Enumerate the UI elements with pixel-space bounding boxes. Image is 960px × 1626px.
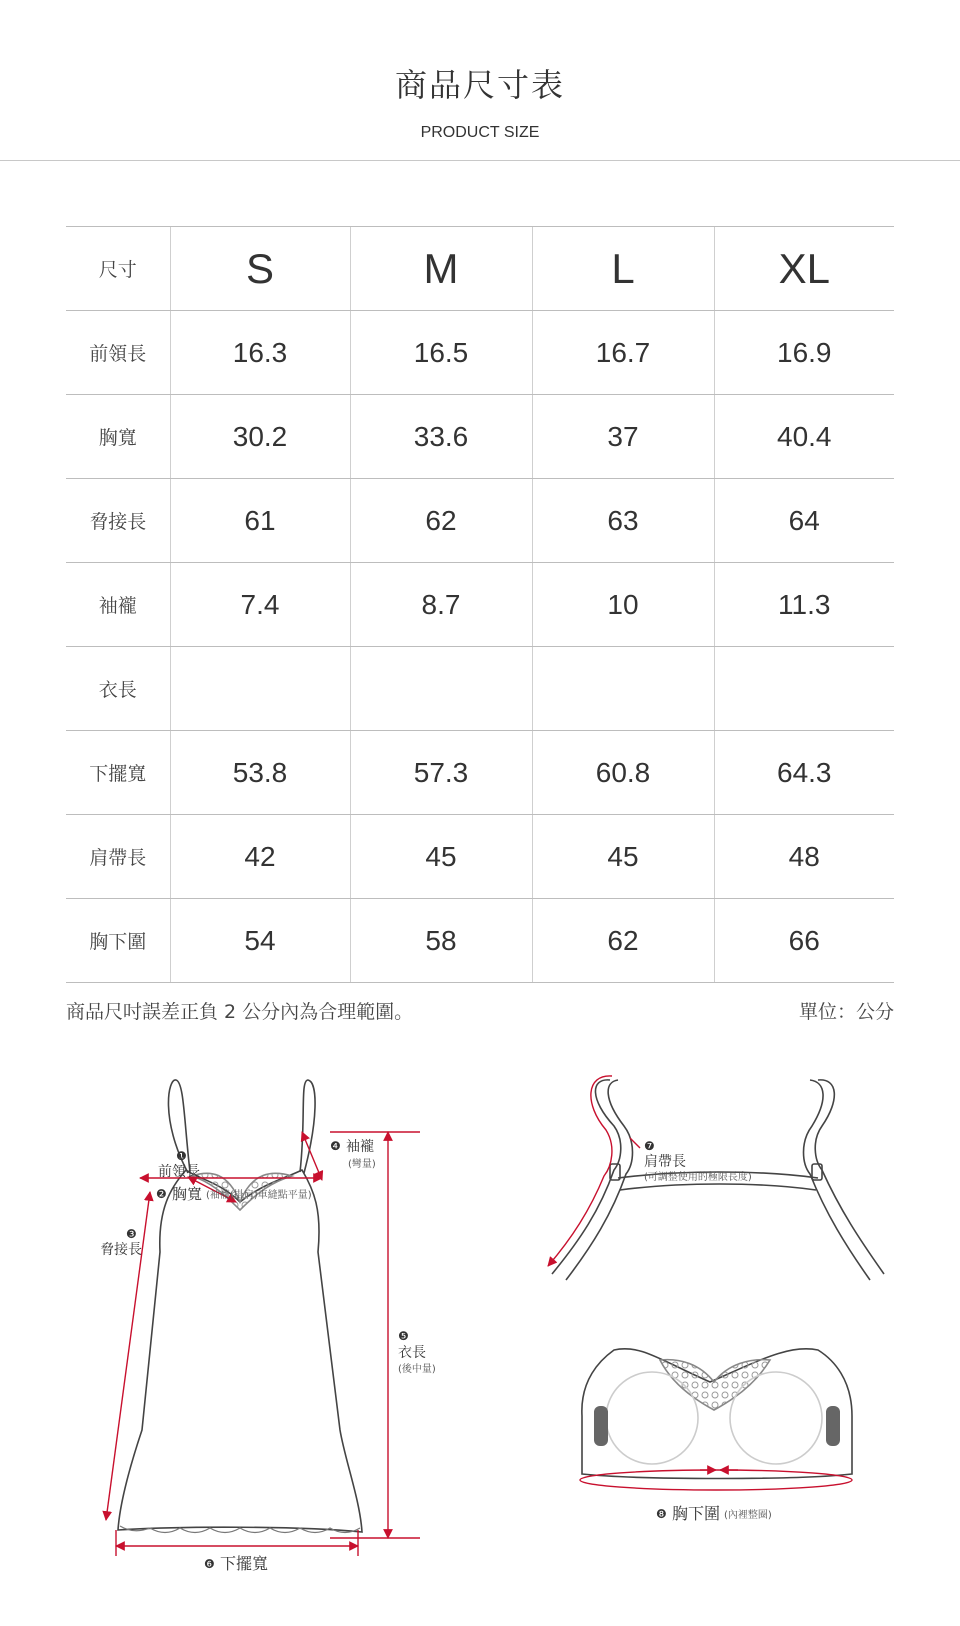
table-cell: 54 [170,899,350,983]
m1-label: 前領長 [158,1164,200,1180]
unit-note: 單位：公分 [798,1001,894,1023]
table-cell: 64.3 [714,731,894,815]
table-row [66,647,894,731]
table-cell: 16.3 [170,311,350,395]
row-label: 袖襱 [66,563,170,647]
table-row [66,479,894,563]
row-label: 前領長 [66,311,170,395]
m3-label: 脅接長 [100,1242,142,1258]
table-row [66,815,894,899]
table-cell: 42 [170,815,350,899]
row-label: 胸下圍 [66,899,170,983]
table-cell [714,647,894,731]
corner-label: 尺寸 [66,227,170,311]
row-label: 衣長 [66,647,170,731]
size-header-row [66,227,894,311]
m6-number: ❻ [204,1557,215,1571]
row-label: 肩帶長 [66,815,170,899]
table-cell: 16.9 [714,311,894,395]
m4-label: 袖襱 [346,1139,374,1155]
table-cell: 62 [532,899,714,983]
m5-label: 衣長 [398,1345,426,1361]
table-cell [170,647,350,731]
table-cell: 33.6 [350,395,532,479]
table-cell: 40.4 [714,395,894,479]
size-table [66,226,894,983]
table-cell: 8.7 [350,563,532,647]
m4-number: ❹ [330,1139,341,1153]
tolerance-note: 商品尺吋誤差正負 2 公分內為合理範圍。 [66,1001,414,1023]
table-row [66,899,894,983]
page-title: 商品尺寸表 [394,66,565,104]
bra-body [582,1349,852,1479]
strap-measure-lines [548,1076,640,1266]
table-cell: 66 [714,899,894,983]
row-label: 下擺寬 [66,731,170,815]
size-m: M [350,227,532,311]
strap-labels [644,1139,752,1183]
size-l: L [532,227,714,311]
table-cell: 7.4 [170,563,350,647]
table-cell: 53.8 [170,731,350,815]
m7-number: ❼ [644,1139,655,1153]
m4-note: (彎量) [348,1159,376,1170]
table-cell: 30.2 [170,395,350,479]
m1-number: ❶ [176,1149,187,1163]
slip-dress-illustration [118,1080,362,1533]
m7-label: 肩帶長 [644,1154,686,1170]
m8-label: 胸下圍 [672,1504,721,1523]
table-cell [350,647,532,731]
table-cell: 48 [714,815,894,899]
table-cell: 45 [532,815,714,899]
table-cell: 10 [532,563,714,647]
table-cell: 37 [532,395,714,479]
measurement-diagram [0,1060,960,1620]
table-cell [532,647,714,731]
m8-number: ❽ [656,1507,667,1521]
dress-labels [100,1139,436,1573]
row-label: 脅接長 [66,479,170,563]
size-xl: XL [714,227,894,311]
table-cell: 45 [350,815,532,899]
m8-note: (內裡整圈) [724,1510,772,1521]
m2-label: 胸寬 [172,1185,203,1203]
m6-label: 下擺寬 [220,1554,269,1573]
table-cell: 64 [714,479,894,563]
right-strap-loop [815,1080,884,1274]
table-row [66,731,894,815]
table-cell: 58 [350,899,532,983]
bra-inner-illustration [582,1349,852,1479]
bra-labels [656,1504,772,1523]
table-row [66,563,894,647]
page-subtitle: PRODUCT SIZE [420,124,540,141]
m2-note: (袖襱(掛肩)車縫點平量) [206,1190,312,1201]
underbust-measure-line [580,1470,852,1490]
m3-number: ❸ [126,1227,137,1241]
m2-number: ❷ [156,1187,167,1201]
m7-note: (可調整使用的極限長度) [644,1172,752,1183]
table-cell: 16.5 [350,311,532,395]
table-row [66,311,894,395]
table-cell: 57.3 [350,731,532,815]
row-label: 胸寬 [66,395,170,479]
m5-note: (後中量) [398,1364,436,1375]
table-row [66,395,894,479]
m5-number: ❺ [398,1329,409,1343]
table-cell: 11.3 [714,563,894,647]
dress-body [118,1170,362,1532]
table-cell: 61 [170,479,350,563]
table-cell: 16.7 [532,311,714,395]
header-divider [0,160,960,161]
table-cell: 63 [532,479,714,563]
table-cell: 60.8 [532,731,714,815]
table-cell: 62 [350,479,532,563]
size-s: S [170,227,350,311]
